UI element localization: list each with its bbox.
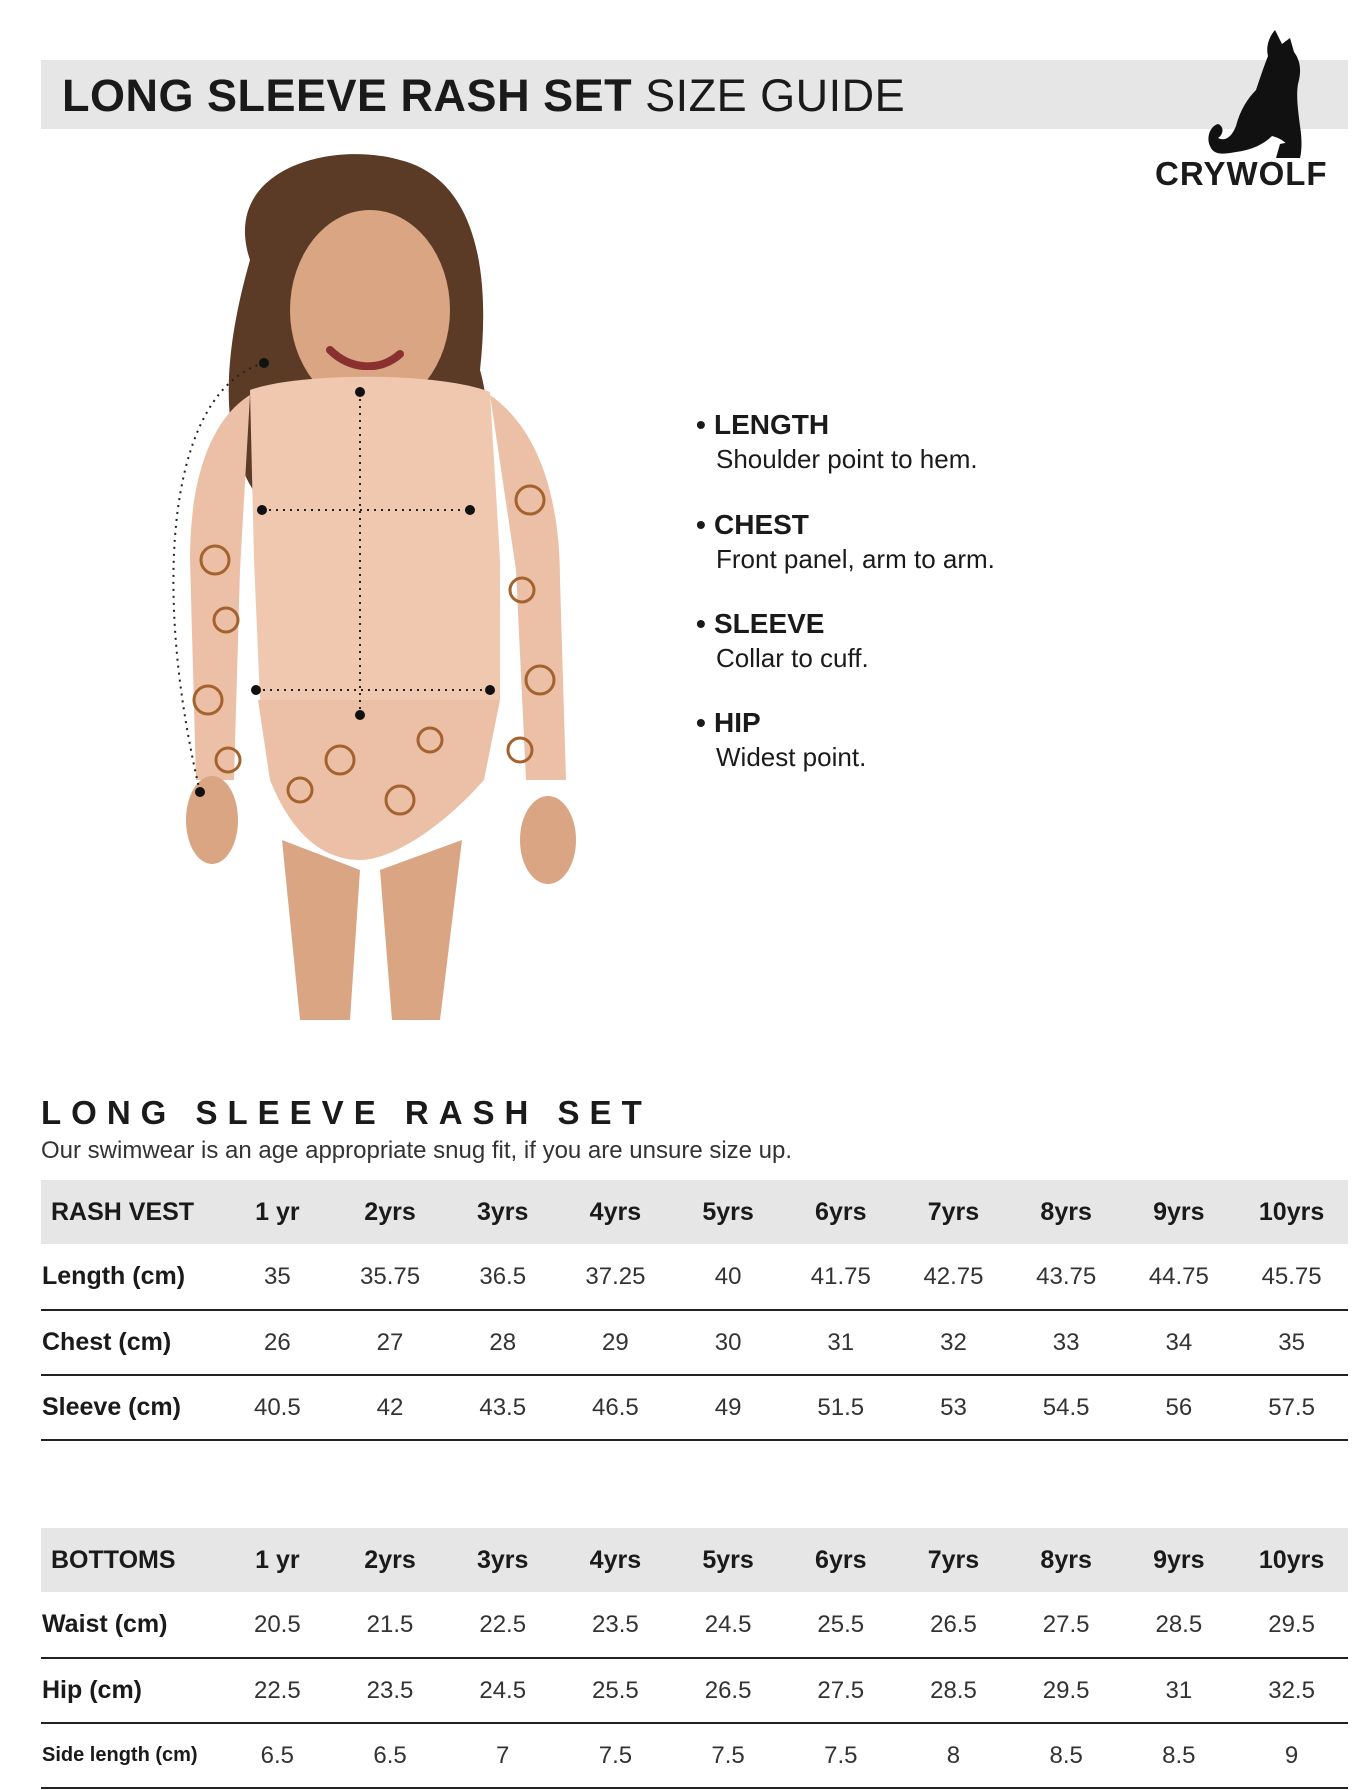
table-cell: 32 (897, 1310, 1010, 1375)
column-header: 8yrs (1010, 1528, 1123, 1592)
table-cell: 45.75 (1235, 1244, 1348, 1310)
table-cell: 54.5 (1010, 1375, 1123, 1440)
column-header: 3yrs (446, 1528, 559, 1592)
guide-sleeve (696, 607, 1196, 675)
table-cell: 42.75 (897, 1244, 1010, 1310)
table-row (41, 1310, 1348, 1375)
guide-sleeve-desc: Collar to cuff. (716, 643, 869, 673)
row-label: Length (cm) (41, 1244, 221, 1310)
row-label: Chest (cm) (41, 1310, 221, 1375)
table-cell: 42 (334, 1375, 447, 1440)
table-cell: 53 (897, 1375, 1010, 1440)
column-header: 8yrs (1010, 1180, 1123, 1244)
table-cell: 40 (672, 1244, 785, 1310)
table-cell: 40.5 (221, 1375, 334, 1440)
table-cell: 32.5 (1235, 1658, 1348, 1723)
column-header: 5yrs (672, 1180, 785, 1244)
table-cell: 34 (1123, 1310, 1236, 1375)
column-header: 2yrs (334, 1180, 447, 1244)
table-cell: 26.5 (897, 1592, 1010, 1658)
table-row (41, 1244, 1348, 1310)
guide-sleeve-text: SLEEVE (714, 608, 825, 639)
rash-vest-table (41, 1180, 1348, 1441)
table-cell: 8.5 (1010, 1723, 1123, 1788)
table-cell: 28 (446, 1310, 559, 1375)
table-cell: 26.5 (672, 1658, 785, 1723)
bottoms-table (41, 1528, 1348, 1789)
table-cell: 7 (446, 1723, 559, 1788)
table-cell: 22.5 (221, 1658, 334, 1723)
table-header-row (41, 1528, 1348, 1592)
table-cell: 56 (1123, 1375, 1236, 1440)
table-cell: 9 (1235, 1723, 1348, 1788)
table-cell: 31 (784, 1310, 897, 1375)
table-cell: 7.5 (559, 1723, 672, 1788)
table-cell: 22.5 (446, 1592, 559, 1658)
guide-chest-text: CHEST (714, 509, 809, 540)
table-cell: 25.5 (559, 1658, 672, 1723)
table-cell: 6.5 (334, 1723, 447, 1788)
table-cell: 26 (221, 1310, 334, 1375)
table-cell: 35 (221, 1244, 334, 1310)
table-cell: 46.5 (559, 1375, 672, 1440)
table-cell: 43.5 (446, 1375, 559, 1440)
column-header: 5yrs (672, 1528, 785, 1592)
guide-chest-label: • CHEST (696, 509, 809, 540)
table-header-row (41, 1180, 1348, 1244)
table-cell: 33 (1010, 1310, 1123, 1375)
table-cell: 24.5 (672, 1592, 785, 1658)
guide-length-label: • LENGTH (696, 409, 830, 440)
page-title-bold: LONG SLEEVE RASH SET (62, 70, 633, 121)
table-cell: 29.5 (1235, 1592, 1348, 1658)
table-cell: 24.5 (446, 1658, 559, 1723)
table-cell: 7.5 (672, 1723, 785, 1788)
table-cell: 43.75 (1010, 1244, 1123, 1310)
table-row (41, 1592, 1348, 1658)
guide-hip (696, 706, 1196, 774)
table-cell: 28.5 (1123, 1592, 1236, 1658)
guide-length-desc: Shoulder point to hem. (716, 444, 978, 474)
table-cell: 27.5 (1010, 1592, 1123, 1658)
guide-hip-desc: Widest point. (716, 742, 867, 772)
table-cell: 28.5 (897, 1658, 1010, 1723)
page-title-rest: SIZE GUIDE (632, 70, 906, 121)
table-cell: 23.5 (334, 1658, 447, 1723)
table-cell: 36.5 (446, 1244, 559, 1310)
table-cell: 27 (334, 1310, 447, 1375)
guide-length (696, 408, 1196, 476)
table-cell: 51.5 (784, 1375, 897, 1440)
model-photo (0, 140, 660, 1040)
table-cell: 41.75 (784, 1244, 897, 1310)
column-header: 1 yr (221, 1180, 334, 1244)
table-cell: 37.25 (559, 1244, 672, 1310)
table-cell: 6.5 (221, 1723, 334, 1788)
table-cell: 29 (559, 1310, 672, 1375)
column-header: BOTTOMS (41, 1528, 221, 1592)
column-header: 7yrs (897, 1180, 1010, 1244)
column-header: 9yrs (1123, 1180, 1236, 1244)
section-subtitle: Our swimwear is an age appropriate snug fit, if you are unsure size up. (41, 1137, 793, 1164)
row-label: Hip (cm) (41, 1658, 221, 1723)
table-cell: 8 (897, 1723, 1010, 1788)
table-cell: 25.5 (784, 1592, 897, 1658)
section-title: LONG SLEEVE RASH SET (41, 1094, 652, 1131)
guide-hip-text: HIP (714, 707, 761, 738)
table-cell: 7.5 (784, 1723, 897, 1788)
brand-name: CRYWOLF (1155, 155, 1328, 192)
table-cell: 20.5 (221, 1592, 334, 1658)
column-header: 4yrs (559, 1180, 672, 1244)
column-header: 3yrs (446, 1180, 559, 1244)
column-header: 6yrs (784, 1528, 897, 1592)
table-cell: 57.5 (1235, 1375, 1348, 1440)
table-row (41, 1658, 1348, 1723)
column-header: 10yrs (1235, 1180, 1348, 1244)
table-cell: 8.5 (1123, 1723, 1236, 1788)
row-label: Waist (cm) (41, 1592, 221, 1658)
column-header: 7yrs (897, 1528, 1010, 1592)
guide-length-text: LENGTH (714, 409, 830, 440)
table-cell: 35 (1235, 1310, 1348, 1375)
column-header: 2yrs (334, 1528, 447, 1592)
guide-sleeve-label: • SLEEVE (696, 608, 825, 639)
column-header: 6yrs (784, 1180, 897, 1244)
table-cell: 27.5 (784, 1658, 897, 1723)
table-cell: 23.5 (559, 1592, 672, 1658)
column-header: RASH VEST (41, 1180, 221, 1244)
column-header: 10yrs (1235, 1528, 1348, 1592)
column-header: 4yrs (559, 1528, 672, 1592)
table-row (41, 1723, 1348, 1788)
table-cell: 21.5 (334, 1592, 447, 1658)
table-cell: 31 (1123, 1658, 1236, 1723)
guide-chest-desc: Front panel, arm to arm. (716, 544, 995, 574)
guide-hip-label: • HIP (696, 707, 761, 738)
row-label: Side length (cm) (41, 1723, 221, 1788)
table-row (41, 1375, 1348, 1440)
page-title (62, 68, 905, 124)
column-header: 9yrs (1123, 1528, 1236, 1592)
guide-chest (696, 508, 1196, 576)
table-cell: 44.75 (1123, 1244, 1236, 1310)
column-header: 1 yr (221, 1528, 334, 1592)
table-cell: 29.5 (1010, 1658, 1123, 1723)
row-label: Sleeve (cm) (41, 1375, 221, 1440)
table-cell: 30 (672, 1310, 785, 1375)
table-cell: 49 (672, 1375, 785, 1440)
table-cell: 35.75 (334, 1244, 447, 1310)
